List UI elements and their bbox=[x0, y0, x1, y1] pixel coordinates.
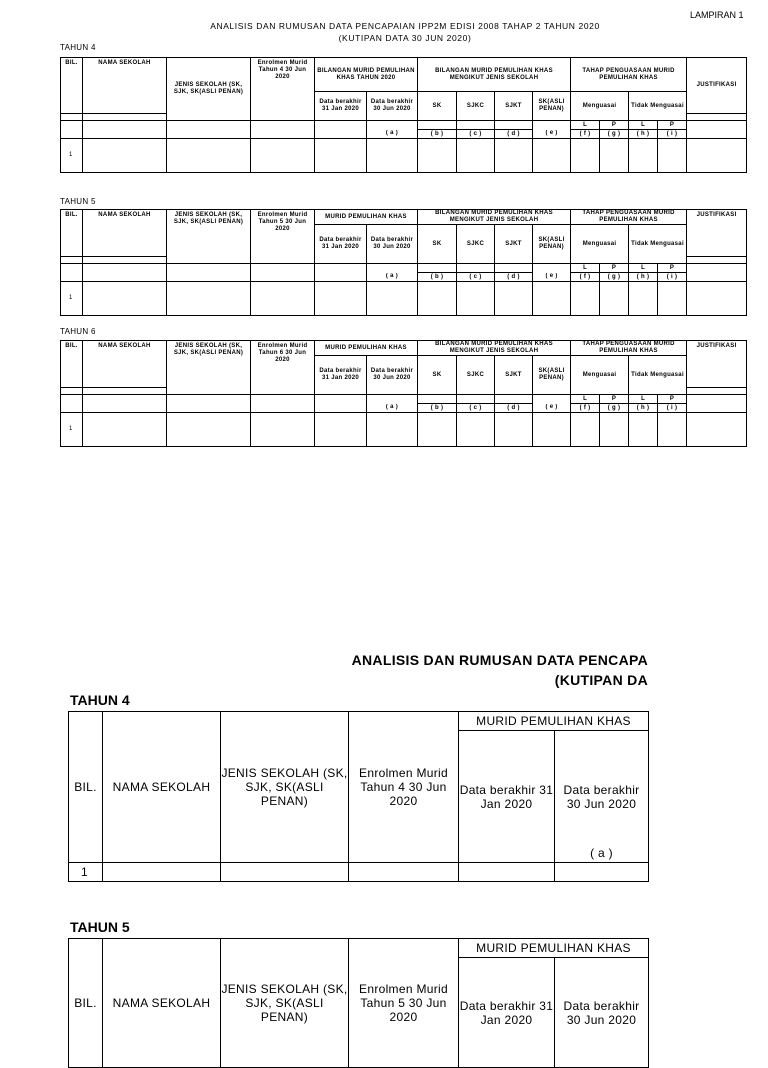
jenis-header: JENIS SEKOLAH (SK, SJK, SK(ASLI PENAN) bbox=[221, 712, 349, 863]
data-jan-spacer bbox=[315, 264, 367, 273]
bil-spacer bbox=[61, 121, 83, 130]
lampiran-label: LAMPIRAN 1 bbox=[690, 10, 744, 20]
col-c: ( c ) bbox=[457, 404, 495, 413]
enrolmen-spacer bbox=[251, 121, 315, 130]
col-g: ( g ) bbox=[600, 273, 629, 282]
bil-header: BIL. bbox=[69, 939, 103, 1068]
enrolmen-header: Enrolmen Murid Tahun 6 30 Jun 2020 bbox=[251, 341, 315, 395]
section-label: TAHUN 4 bbox=[60, 43, 96, 52]
sk-cell[interactable] bbox=[418, 282, 457, 316]
nama-header: NAMA SEKOLAH bbox=[83, 210, 167, 257]
enrolmen-cell[interactable] bbox=[251, 282, 315, 316]
col-h: ( h ) bbox=[629, 273, 658, 282]
bil-spacer bbox=[61, 388, 83, 395]
justifikasi-header: JUSTIFIKASI bbox=[687, 210, 747, 257]
data-jan-spacer bbox=[315, 121, 367, 130]
sk-asli-cell[interactable] bbox=[533, 282, 571, 316]
justifikasi-spacer bbox=[687, 264, 747, 273]
nama-cell[interactable] bbox=[83, 139, 167, 173]
tahap-group-header: TAHAP PENGUASAAN MURID PEMULIHAN KHAS bbox=[571, 341, 687, 356]
col-b: ( b ) bbox=[418, 273, 457, 282]
menguasai-l-cell[interactable] bbox=[571, 139, 600, 173]
l-header: L bbox=[629, 395, 658, 404]
table-tahun6 bbox=[60, 340, 747, 447]
nama-cell[interactable] bbox=[103, 863, 221, 882]
p-header: P bbox=[658, 264, 687, 273]
justifikasi-spacer bbox=[687, 404, 747, 413]
data-jan-header: Data berakhir 31 Jan 2020 bbox=[315, 225, 367, 264]
sjkt-header: SJKT bbox=[495, 356, 533, 395]
data-jun-header: Data berakhir 30 Jun 2020 bbox=[367, 92, 418, 121]
sk-header: SK bbox=[418, 92, 457, 121]
data-jan-header: Data berakhir 31 Jan 2020 bbox=[459, 731, 555, 863]
enrolmen-header: Enrolmen Murid Tahun 4 30 Jun 2020 bbox=[349, 712, 459, 863]
tidak-p-cell[interactable] bbox=[658, 139, 687, 173]
sjkt-header: SJKT bbox=[495, 225, 533, 264]
menguasai-header: Menguasai bbox=[571, 225, 629, 264]
jenis-spacer bbox=[167, 273, 251, 282]
justifikasi-cell[interactable] bbox=[687, 413, 747, 447]
nama-spacer bbox=[83, 130, 167, 139]
bil-header: BIL. bbox=[69, 712, 103, 863]
page2-tahun4-label: TAHUN 4 bbox=[70, 692, 130, 708]
sk-cell[interactable] bbox=[418, 139, 457, 173]
jenis-cell[interactable] bbox=[167, 413, 251, 447]
sk-asli-header: SK(ASLI PENAN) bbox=[533, 356, 571, 395]
sk-asli-header: SK(ASLI PENAN) bbox=[533, 92, 571, 121]
sk-spacer bbox=[418, 395, 457, 404]
jenis-spacer bbox=[167, 395, 251, 404]
nama-cell[interactable] bbox=[83, 282, 167, 316]
l-header: L bbox=[629, 264, 658, 273]
sjkc-cell[interactable] bbox=[457, 413, 495, 447]
page2-table-tahun4 bbox=[68, 711, 649, 882]
data-jan-spacer bbox=[315, 404, 367, 413]
col-d: ( d ) bbox=[495, 404, 533, 413]
tidak-menguasai-header: Tidak Menguasai bbox=[629, 225, 687, 264]
justifikasi-header: JUSTIFIKASI bbox=[687, 58, 747, 114]
bil-header: BIL. bbox=[61, 58, 83, 114]
enrolmen-header: Enrolmen Murid Tahun 5 30 Jun 2020 bbox=[349, 939, 459, 1068]
data-jun-header bbox=[555, 731, 649, 863]
col-g: ( g ) bbox=[600, 130, 629, 139]
bil-group-header: BILANGAN MURID PEMULIHAN KHAS MENGIKUT JENIS SEKOLAH bbox=[418, 210, 571, 225]
jenis-header: JENIS SEKOLAH (SK, SJK, SK(ASLI PENAN) bbox=[167, 341, 251, 395]
row-number: 1 bbox=[61, 413, 83, 447]
nama-spacer bbox=[83, 395, 167, 404]
data-jan-header: Data berakhir 31 Jan 2020 bbox=[459, 958, 555, 1068]
enrolmen-cell[interactable] bbox=[349, 863, 459, 882]
justifikasi-spacer bbox=[687, 130, 747, 139]
tidak-l-cell[interactable] bbox=[629, 413, 658, 447]
tidak-l-cell[interactable] bbox=[629, 282, 658, 316]
tidak-l-cell[interactable] bbox=[629, 139, 658, 173]
col-b: ( b ) bbox=[418, 130, 457, 139]
bil-spacer bbox=[61, 273, 83, 282]
sjkt-header: SJKT bbox=[495, 92, 533, 121]
col-h: ( h ) bbox=[629, 404, 658, 413]
sjkc-spacer bbox=[457, 264, 495, 273]
col-i: ( i ) bbox=[658, 404, 687, 413]
data-jan-spacer bbox=[315, 130, 367, 139]
enrolmen-spacer bbox=[251, 264, 315, 273]
bil-header: BIL. bbox=[61, 341, 83, 388]
l-header: L bbox=[571, 121, 600, 130]
data-jan-header: Data berakhir 31 Jan 2020 bbox=[315, 356, 367, 395]
p-header: P bbox=[658, 121, 687, 130]
data-jun-label: Data berakhir 30 Jun 2020 bbox=[563, 782, 640, 811]
sjkc-header: SJKC bbox=[457, 92, 495, 121]
jenis-cell[interactable] bbox=[167, 139, 251, 173]
p-header: P bbox=[600, 264, 629, 273]
col-i: ( i ) bbox=[658, 273, 687, 282]
enrolmen-spacer bbox=[251, 404, 315, 413]
col-a-label bbox=[367, 395, 418, 404]
data-jan-cell[interactable] bbox=[315, 282, 367, 316]
menguasai-l-cell[interactable] bbox=[571, 282, 600, 316]
tidak-p-cell[interactable] bbox=[658, 282, 687, 316]
jenis-cell[interactable] bbox=[167, 282, 251, 316]
sjkc-cell[interactable] bbox=[457, 139, 495, 173]
nama-header: NAMA SEKOLAH bbox=[83, 58, 167, 114]
menguasai-l-cell[interactable] bbox=[571, 413, 600, 447]
tahap-group-header: TAHAP PENGUASAAN MURID PEMULIHAN KHAS bbox=[571, 210, 687, 225]
page2-title: ANALISIS DAN RUMUSAN DATA PENCAPA bbox=[351, 652, 648, 668]
p-header: P bbox=[600, 395, 629, 404]
col-e: ( e ) bbox=[533, 273, 571, 282]
tidak-p-cell[interactable] bbox=[658, 413, 687, 447]
data-jun-cell[interactable] bbox=[367, 139, 418, 173]
row-number: 1 bbox=[61, 282, 83, 316]
sjkt-spacer bbox=[495, 264, 533, 273]
data-jun-cell[interactable] bbox=[367, 413, 418, 447]
page-subtitle: (KUTIPAN DATA 30 JUN 2020) bbox=[338, 33, 472, 43]
data-jan-cell[interactable] bbox=[315, 139, 367, 173]
data-jan-cell[interactable] bbox=[315, 413, 367, 447]
sk-spacer bbox=[418, 264, 457, 273]
enrolmen-header: Enrolmen Murid Tahun 4 30 Jun 2020 bbox=[251, 58, 315, 121]
menguasai-header: Menguasai bbox=[571, 92, 629, 121]
jenis-spacer bbox=[167, 130, 251, 139]
page2-table-tahun5 bbox=[68, 938, 649, 1068]
data-jun-header: Data berakhir 30 Jun 2020 bbox=[367, 356, 418, 395]
tidak-menguasai-header: Tidak Menguasai bbox=[629, 356, 687, 395]
col-f: ( f ) bbox=[571, 130, 600, 139]
nama-spacer bbox=[83, 114, 167, 121]
col-g: ( g ) bbox=[600, 404, 629, 413]
justifikasi-cell[interactable] bbox=[687, 282, 747, 316]
tahap-group-header: TAHAP PENGUASAAN MURID PEMULIHAN KHAS bbox=[571, 58, 687, 92]
data-jun-header: Data berakhir 30 Jun 2020 bbox=[367, 225, 418, 264]
bil-spacer bbox=[61, 114, 83, 121]
col-e: ( e ) bbox=[533, 404, 571, 413]
col-a-label bbox=[367, 121, 418, 130]
sjkt-cell[interactable] bbox=[495, 139, 533, 173]
bil-spacer bbox=[61, 404, 83, 413]
col-a: ( a ) bbox=[367, 404, 418, 413]
sk-cell[interactable] bbox=[418, 413, 457, 447]
col-a-label: ( a ) bbox=[590, 846, 613, 860]
menguasai-p-cell[interactable] bbox=[600, 139, 629, 173]
p-header: P bbox=[600, 121, 629, 130]
table-tahun5 bbox=[60, 209, 747, 316]
col-d: ( d ) bbox=[495, 130, 533, 139]
jenis-spacer bbox=[167, 121, 251, 130]
col-c: ( c ) bbox=[457, 130, 495, 139]
col-a: ( a ) bbox=[367, 273, 418, 282]
col-d: ( d ) bbox=[495, 273, 533, 282]
tidak-menguasai-header: Tidak Menguasai bbox=[629, 92, 687, 121]
sk-asli-spacer bbox=[533, 395, 571, 404]
nama-header: NAMA SEKOLAH bbox=[103, 939, 221, 1068]
sk-spacer bbox=[418, 121, 457, 130]
bil-group-header: BILANGAN MURID PEMULIHAN KHAS MENGIKUT JENIS SEKOLAH bbox=[418, 58, 571, 92]
murid-group-header: MURID PEMULIHAN KHAS bbox=[315, 341, 418, 356]
table-tahun4 bbox=[60, 57, 747, 173]
col-h: ( h ) bbox=[629, 130, 658, 139]
col-f: ( f ) bbox=[571, 273, 600, 282]
murid-group-header: MURID PEMULIHAN KHAS bbox=[459, 712, 649, 731]
p-header: P bbox=[658, 395, 687, 404]
sjkc-header: SJKC bbox=[457, 225, 495, 264]
col-c: ( c ) bbox=[457, 273, 495, 282]
sk-asli-header: SK(ASLI PENAN) bbox=[533, 225, 571, 264]
enrolmen-spacer bbox=[251, 395, 315, 404]
section-label: TAHUN 6 bbox=[60, 327, 96, 336]
enrolmen-cell[interactable] bbox=[251, 413, 315, 447]
data-jan-spacer bbox=[315, 395, 367, 404]
nama-header: NAMA SEKOLAH bbox=[83, 341, 167, 388]
justifikasi-spacer bbox=[687, 114, 747, 121]
nama-spacer bbox=[83, 404, 167, 413]
jenis-header: JENIS SEKOLAH (SK, SJK, SK(ASLI PENAN) bbox=[167, 58, 251, 121]
justifikasi-header: JUSTIFIKASI bbox=[687, 341, 747, 388]
sjkc-spacer bbox=[457, 121, 495, 130]
page-title: ANALISIS DAN RUMUSAN DATA PENCAPAIAN IPP2M EDISI 2008 TAHAP 2 TAHUN 2020 bbox=[210, 21, 600, 31]
bil-spacer bbox=[61, 264, 83, 273]
murid-group-header: MURID PEMULIHAN KHAS bbox=[459, 939, 649, 958]
l-header: L bbox=[629, 121, 658, 130]
sk-header: SK bbox=[418, 225, 457, 264]
data-jun-cell[interactable] bbox=[555, 863, 649, 882]
l-header: L bbox=[571, 264, 600, 273]
sjkt-spacer bbox=[495, 121, 533, 130]
nama-cell[interactable] bbox=[83, 413, 167, 447]
jenis-header: JENIS SEKOLAH (SK, SJK, SK(ASLI PENAN) bbox=[167, 210, 251, 264]
sk-asli-spacer bbox=[533, 264, 571, 273]
justifikasi-spacer bbox=[687, 273, 747, 282]
nama-spacer bbox=[83, 121, 167, 130]
col-a-label bbox=[367, 264, 418, 273]
col-b: ( b ) bbox=[418, 404, 457, 413]
jenis-cell[interactable] bbox=[221, 863, 349, 882]
enrolmen-spacer bbox=[251, 273, 315, 282]
nama-spacer bbox=[83, 388, 167, 395]
data-jan-header: Data berakhir 31 Jan 2020 bbox=[315, 92, 367, 121]
justifikasi-spacer bbox=[687, 121, 747, 130]
sk-asli-cell[interactable] bbox=[533, 139, 571, 173]
bil-spacer bbox=[61, 395, 83, 404]
sk-asli-spacer bbox=[533, 121, 571, 130]
nama-spacer bbox=[83, 264, 167, 273]
col-e: ( e ) bbox=[533, 130, 571, 139]
sjkc-spacer bbox=[457, 395, 495, 404]
page2-subtitle: (KUTIPAN DA bbox=[554, 672, 648, 688]
sk-asli-cell[interactable] bbox=[533, 413, 571, 447]
bil-group-header: BILANGAN MURID PEMULIHAN KHAS MENGIKUT JENIS SEKOLAH bbox=[418, 341, 571, 356]
sjkc-header: SJKC bbox=[457, 356, 495, 395]
page2-tahun5-label: TAHUN 5 bbox=[70, 919, 130, 935]
data-jan-spacer bbox=[315, 273, 367, 282]
menguasai-p-cell[interactable] bbox=[600, 413, 629, 447]
row-number: 1 bbox=[69, 863, 103, 882]
l-header: L bbox=[571, 395, 600, 404]
jenis-header: JENIS SEKOLAH (SK, SJK, SK(ASLI PENAN) bbox=[221, 939, 349, 1068]
sjkt-spacer bbox=[495, 395, 533, 404]
bil-header: BIL. bbox=[61, 210, 83, 257]
bil-spacer bbox=[61, 130, 83, 139]
data-jan-cell[interactable] bbox=[459, 863, 555, 882]
data-jun-header: Data berakhir 30 Jun 2020 bbox=[555, 958, 649, 1068]
enrolmen-spacer bbox=[251, 130, 315, 139]
sjkt-cell[interactable] bbox=[495, 282, 533, 316]
justifikasi-spacer bbox=[687, 388, 747, 395]
row-number: 1 bbox=[61, 139, 83, 173]
jenis-spacer bbox=[167, 264, 251, 273]
col-a: ( a ) bbox=[367, 130, 418, 139]
murid-group-header: BILANGAN MURID PEMULIHAN KHAS TAHUN 2020 bbox=[315, 58, 418, 92]
nama-header: NAMA SEKOLAH bbox=[103, 712, 221, 863]
nama-spacer bbox=[83, 257, 167, 264]
sk-header: SK bbox=[418, 356, 457, 395]
justifikasi-cell[interactable] bbox=[687, 139, 747, 173]
enrolmen-header: Enrolmen Murid Tahun 5 30 Jun 2020 bbox=[251, 210, 315, 264]
sjkt-cell[interactable] bbox=[495, 413, 533, 447]
enrolmen-cell[interactable] bbox=[251, 139, 315, 173]
nama-spacer bbox=[83, 273, 167, 282]
jenis-spacer bbox=[167, 404, 251, 413]
col-f: ( f ) bbox=[571, 404, 600, 413]
justifikasi-spacer bbox=[687, 395, 747, 404]
col-i: ( i ) bbox=[658, 130, 687, 139]
menguasai-header: Menguasai bbox=[571, 356, 629, 395]
justifikasi-spacer bbox=[687, 257, 747, 264]
data-jun-cell[interactable] bbox=[367, 282, 418, 316]
sjkc-cell[interactable] bbox=[457, 282, 495, 316]
section-label: TAHUN 5 bbox=[60, 197, 96, 206]
menguasai-p-cell[interactable] bbox=[600, 282, 629, 316]
murid-group-header: MURID PEMULIHAN KHAS bbox=[315, 210, 418, 225]
bil-spacer bbox=[61, 257, 83, 264]
